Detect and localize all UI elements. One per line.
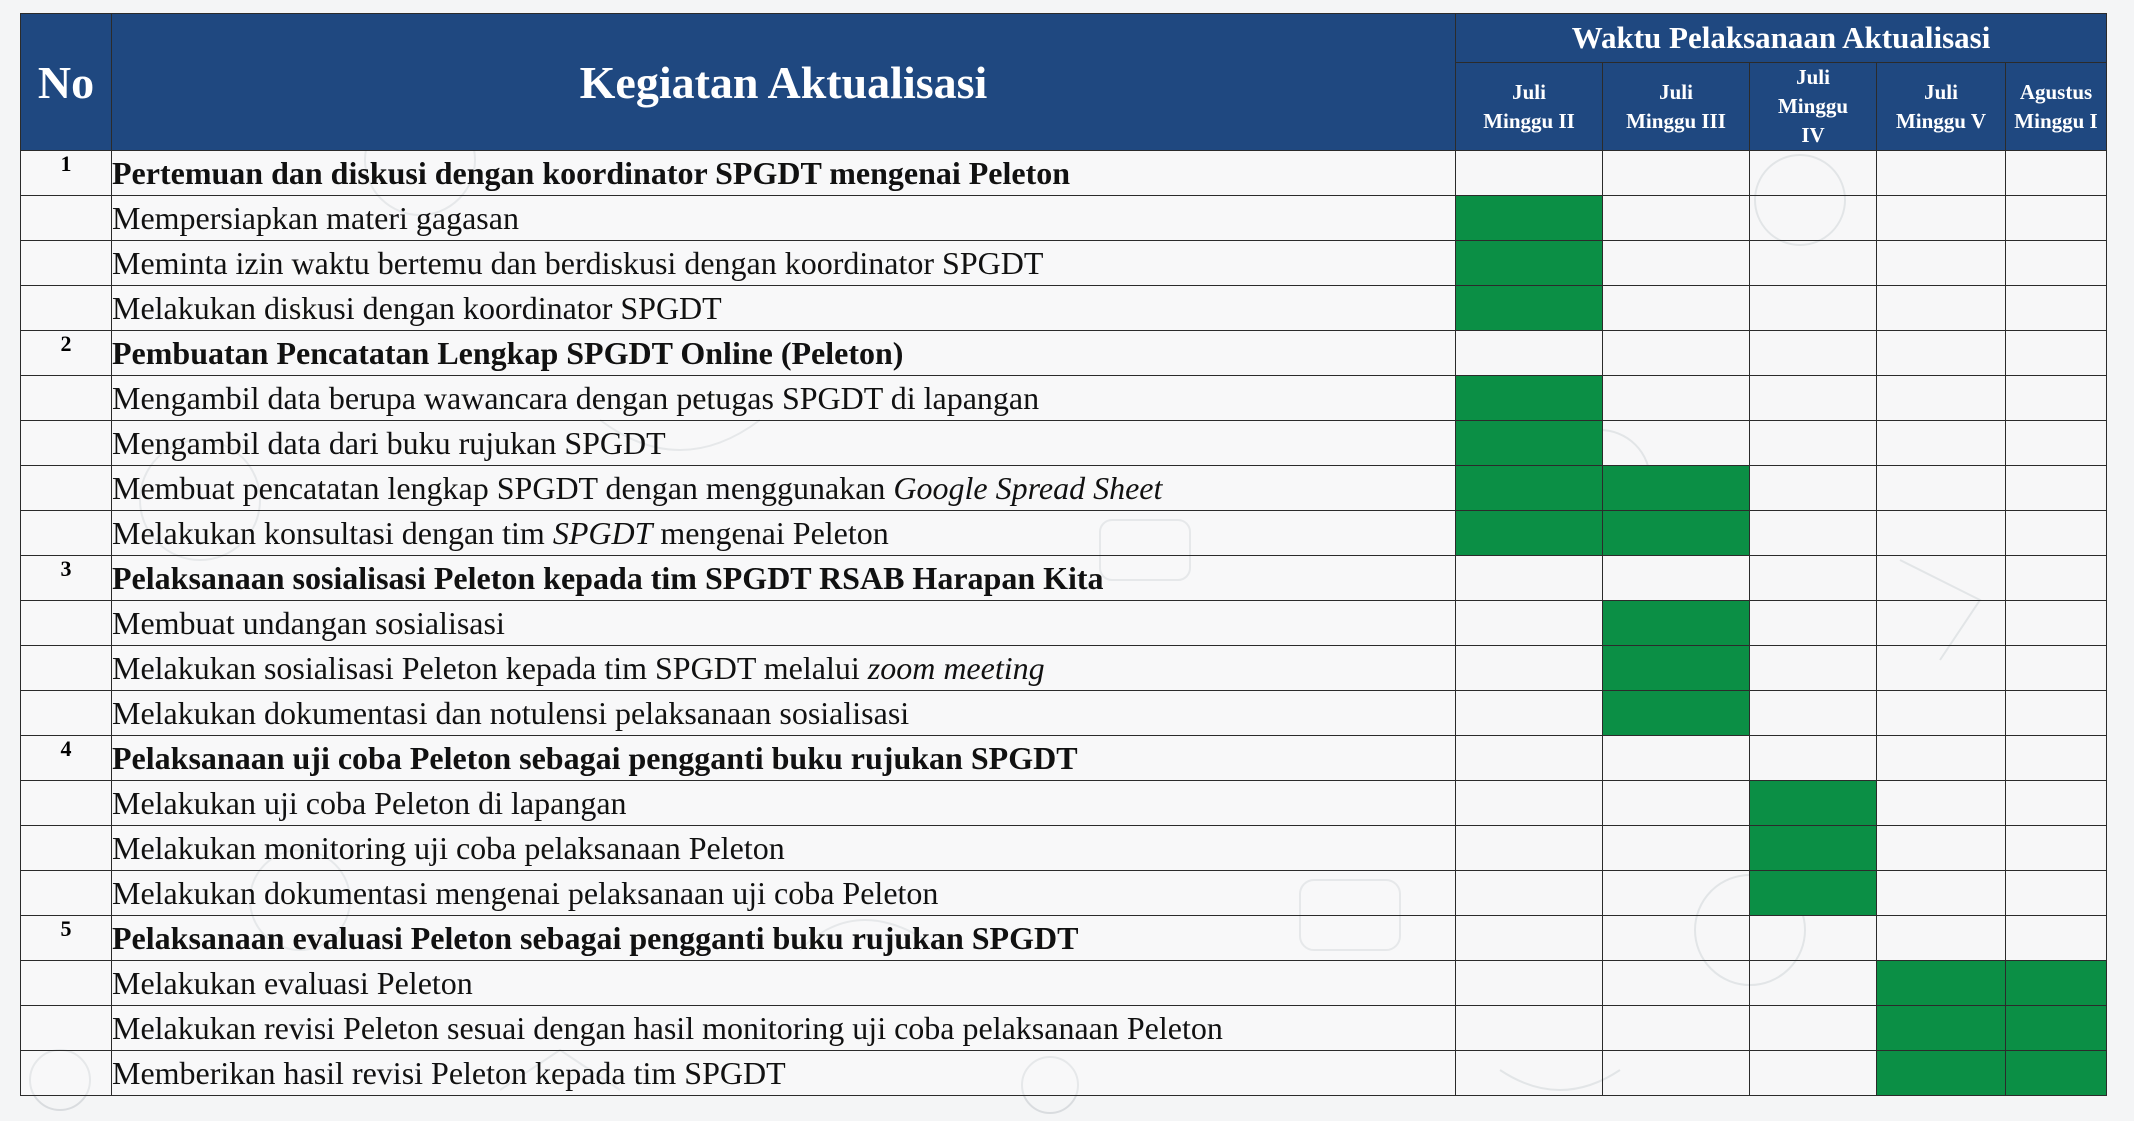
schedule-cell [1750,421,1877,466]
schedule-cell [1877,511,2006,556]
activity-text [112,826,1456,871]
schedule-cell [1456,961,1603,1006]
activity-label: Pembuatan Pencatatan Lengkap SPGDT Online (Peleton) [112,334,904,371]
schedule-cell [1603,286,1750,331]
schedule-cell [1750,601,1877,646]
week-header-line1: Agustus [2019,79,2093,104]
activity-task-row [21,1051,2107,1096]
week-header-line1: Juli [1659,79,1693,104]
week-header-line1: Juli [1512,79,1546,104]
activity-text [112,961,1456,1006]
schedule-cell [1456,1051,1603,1096]
row-number [21,601,112,646]
schedule-cell [1603,196,1750,241]
schedule-cell [1603,961,1750,1006]
activity-task-row [21,511,2107,556]
schedule-cell-active [2006,961,2107,1006]
schedule-cell [1877,151,2006,196]
week-header-line3: IV [1801,123,1825,147]
schedule-cell [1750,1006,1877,1051]
row-number [21,466,112,511]
activity-label-italic: Google Spread Sheet [893,469,1163,506]
row-number: 5 [21,916,112,961]
row-number [21,691,112,736]
schedule-cell [1877,196,2006,241]
schedule-cell [1877,286,2006,331]
schedule-cell [1603,826,1750,871]
schedule-cell [1750,916,1877,961]
schedule-cell [1456,151,1603,196]
row-number [21,826,112,871]
activity-text [112,376,1456,421]
activity-label: Pertemuan dan diskusi dengan koordinator SPGDT mengenai Peleton [112,154,1071,191]
row-number [21,421,112,466]
schedule-cell [1603,1006,1750,1051]
activity-label: Pelaksanaan sosialisasi Peleton kepada tim SPGDT RSAB Harapan Kita [112,559,1104,596]
activity-text [112,196,1456,241]
activity-text [112,691,1456,736]
schedule-cell [2006,556,2107,601]
activity-text [112,1051,1456,1096]
activity-text [112,871,1456,916]
schedule-cell [1750,466,1877,511]
week-header-line2: Minggu I [2014,108,2098,133]
schedule-cell [1456,691,1603,736]
schedule-cell [1603,556,1750,601]
schedule-cell [1877,466,2006,511]
activity-task-row [21,961,2107,1006]
activity-label: Membuat undangan sosialisasi [112,604,505,641]
activity-label: Melakukan dokumentasi mengenai pelaksanaan uji coba Peleton [112,874,939,911]
activity-text [112,286,1456,331]
row-number: 4 [21,736,112,781]
row-number: 3 [21,556,112,601]
schedule-cell [1877,781,2006,826]
schedule-cell [1603,1051,1750,1096]
schedule-cell [2006,916,2107,961]
schedule-cell [1603,376,1750,421]
schedule-cell [2006,241,2107,286]
schedule-cell [1877,421,2006,466]
activity-label: Melakukan evaluasi Peleton [112,964,473,1001]
schedule-cell [2006,646,2107,691]
activity-text [112,736,1456,781]
schedule-cell-active [1456,196,1603,241]
week-header-line2: Minggu III [1626,108,1726,133]
week-header-line2: Minggu II [1483,108,1575,133]
activity-label: Melakukan dokumentasi dan notulensi pelaksanaan sosialisasi [112,694,910,731]
activity-task-row [21,1006,2107,1051]
activity-task-row [21,196,2107,241]
schedule-cell [1456,646,1603,691]
schedule-cell [2006,781,2107,826]
activity-label: Meminta izin waktu bertemu dan berdiskusi dengan koordinator SPGDT [112,244,1044,281]
schedule-cell [1456,736,1603,781]
schedule-cell [1750,511,1877,556]
schedule-cell [1750,1051,1877,1096]
row-number [21,286,112,331]
activity-label-italic: SPGDT [552,514,653,551]
activity-task-row [21,826,2107,871]
schedule-cell [1603,331,1750,376]
schedule-cell [1877,241,2006,286]
week-header-line1: Juli [1796,65,1830,89]
schedule-cell-active [1750,826,1877,871]
schedule-cell-active [1877,1006,2006,1051]
activity-text [112,556,1456,601]
schedule-cell [2006,691,2107,736]
activity-label: Melakukan diskusi dengan koordinator SPGDT [112,289,722,326]
schedule-cell-active [1456,286,1603,331]
schedule-cell [1456,1006,1603,1051]
schedule-cell [1456,781,1603,826]
activity-label: Pelaksanaan uji coba Peleton sebagai pengganti buku rujukan SPGDT [112,739,1078,776]
activity-task-row [21,871,2107,916]
schedule-cell-active [1456,511,1603,556]
activity-label: Mengambil data dari buku rujukan SPGDT [112,424,666,461]
schedule-cell [2006,331,2107,376]
schedule-cell-active [1603,511,1750,556]
schedule-cell [2006,151,2107,196]
activity-task-row [21,376,2107,421]
activity-text [112,421,1456,466]
schedule-cell [1877,826,2006,871]
schedule-cell [1750,646,1877,691]
week-header-3 [1750,63,1877,151]
schedule-cell [1603,916,1750,961]
activity-group-row [21,151,2107,196]
activity-label: Mempersiapkan materi gagasan [112,199,519,236]
activity-label: Melakukan revisi Peleton sesuai dengan hasil monitoring uji coba pelaksanaan Peleton [112,1009,1223,1046]
activity-text [112,466,1456,511]
week-header-line2: Minggu [1777,94,1848,118]
schedule-cell [2006,601,2107,646]
schedule-cell [1456,601,1603,646]
row-number [21,961,112,1006]
row-number [21,646,112,691]
schedule-cell [1877,331,2006,376]
activity-task-row [21,286,2107,331]
row-number: 2 [21,331,112,376]
activity-task-row [21,241,2107,286]
schedule-cell [1750,691,1877,736]
schedule-cell [2006,826,2107,871]
activity-task-row [21,646,2107,691]
row-number [21,1051,112,1096]
row-number [21,196,112,241]
schedule-cell [2006,466,2107,511]
row-number [21,871,112,916]
schedule-cell [1877,646,2006,691]
schedule-cell-active [1603,466,1750,511]
schedule-cell [1456,826,1603,871]
schedule-cell-active [1750,871,1877,916]
row-number [21,511,112,556]
schedule-cell [1750,331,1877,376]
schedule-cell [1750,961,1877,1006]
activity-text [112,916,1456,961]
schedule-cell [1877,736,2006,781]
schedule-cell [1750,151,1877,196]
schedule-cell [1877,871,2006,916]
schedule-cell-active [2006,1006,2107,1051]
activity-label: Melakukan konsultasi dengan tim [112,514,553,551]
activity-task-row [21,601,2107,646]
schedule-cell [1877,601,2006,646]
row-number [21,376,112,421]
activity-schedule [20,13,2106,1096]
activity-task-row [21,466,2107,511]
activity-task-row [21,421,2107,466]
schedule-cell [1456,331,1603,376]
schedule-cell-active [1456,421,1603,466]
activity-label: Pelaksanaan evaluasi Peleton sebagai pengganti buku rujukan SPGDT [112,919,1079,956]
schedule-cell [2006,286,2107,331]
activity-label-suffix: mengenai Peleton [652,514,889,551]
week-header-2 [1603,63,1750,151]
activity-text [112,781,1456,826]
row-number [21,781,112,826]
row-number: 1 [21,151,112,196]
activity-label-italic: zoom meeting [867,649,1045,686]
schedule-cell [1750,196,1877,241]
schedule-cell [1603,151,1750,196]
schedule-cell-active [1456,376,1603,421]
activity-label: Melakukan monitoring uji coba pelaksanaan Peleton [112,829,785,866]
schedule-cell [1750,736,1877,781]
schedule-cell [1877,691,2006,736]
week-header-4 [1877,63,2006,151]
schedule-cell [1877,556,2006,601]
activity-text [112,601,1456,646]
schedule-cell-active [1877,1051,2006,1096]
activity-label: Melakukan sosialisasi Peleton kepada tim SPGDT melalui [112,649,868,686]
schedule-cell-active [1603,646,1750,691]
schedule-cell [1603,871,1750,916]
schedule-cell [1877,376,2006,421]
activity-text [112,331,1456,376]
schedule-cell [1456,556,1603,601]
activity-task-row [21,691,2107,736]
week-header-line1: Juli [1924,79,1958,104]
schedule-cell-active [2006,1051,2107,1096]
schedule-cell [1456,916,1603,961]
activity-text [112,646,1456,691]
row-number [21,1006,112,1051]
activity-text [112,151,1456,196]
schedule-cell-active [1603,691,1750,736]
activity-group-row [21,331,2107,376]
schedule-cell [1877,916,2006,961]
schedule-cell [1750,376,1877,421]
column-header-waktu: Waktu Pelaksanaan Aktualisasi [1456,14,2107,63]
schedule-cell [2006,376,2107,421]
row-number [21,241,112,286]
schedule-cell [1750,556,1877,601]
activity-text [112,241,1456,286]
schedule-cell [2006,511,2107,556]
activity-group-row [21,736,2107,781]
column-header-kegiatan: Kegiatan Aktualisasi [112,14,1456,151]
week-header-1 [1456,63,1603,151]
activity-label: Membuat pencatatan lengkap SPGDT dengan menggunakan [112,469,894,506]
schedule-cell [1603,421,1750,466]
activity-label: Memberikan hasil revisi Peleton kepada tim SPGDT [112,1054,786,1091]
activity-group-row [21,556,2107,601]
activity-label: Melakukan uji coba Peleton di lapangan [112,784,627,821]
schedule-cell [2006,196,2107,241]
week-header-5 [2006,63,2107,151]
activity-label: Mengambil data berupa wawancara dengan petugas SPGDT di lapangan [112,379,1040,416]
activity-task-row [21,781,2107,826]
schedule-cell-active [1603,601,1750,646]
week-header-line2: Minggu V [1895,108,1987,133]
activity-text [112,1006,1456,1051]
schedule-cell [1603,781,1750,826]
activity-text [112,511,1456,556]
schedule-cell-active [1456,466,1603,511]
schedule-cell [1750,286,1877,331]
schedule-cell-active [1877,961,2006,1006]
schedule-cell [1603,241,1750,286]
schedule-cell [1456,871,1603,916]
column-header-no: No [21,14,112,151]
schedule-cell [2006,736,2107,781]
schedule-cell [2006,871,2107,916]
schedule-cell-active [1456,241,1603,286]
schedule-cell [1603,736,1750,781]
schedule-cell-active [1750,781,1877,826]
schedule-table [20,13,2107,1096]
schedule-cell [1750,241,1877,286]
schedule-cell [2006,421,2107,466]
activity-group-row [21,916,2107,961]
